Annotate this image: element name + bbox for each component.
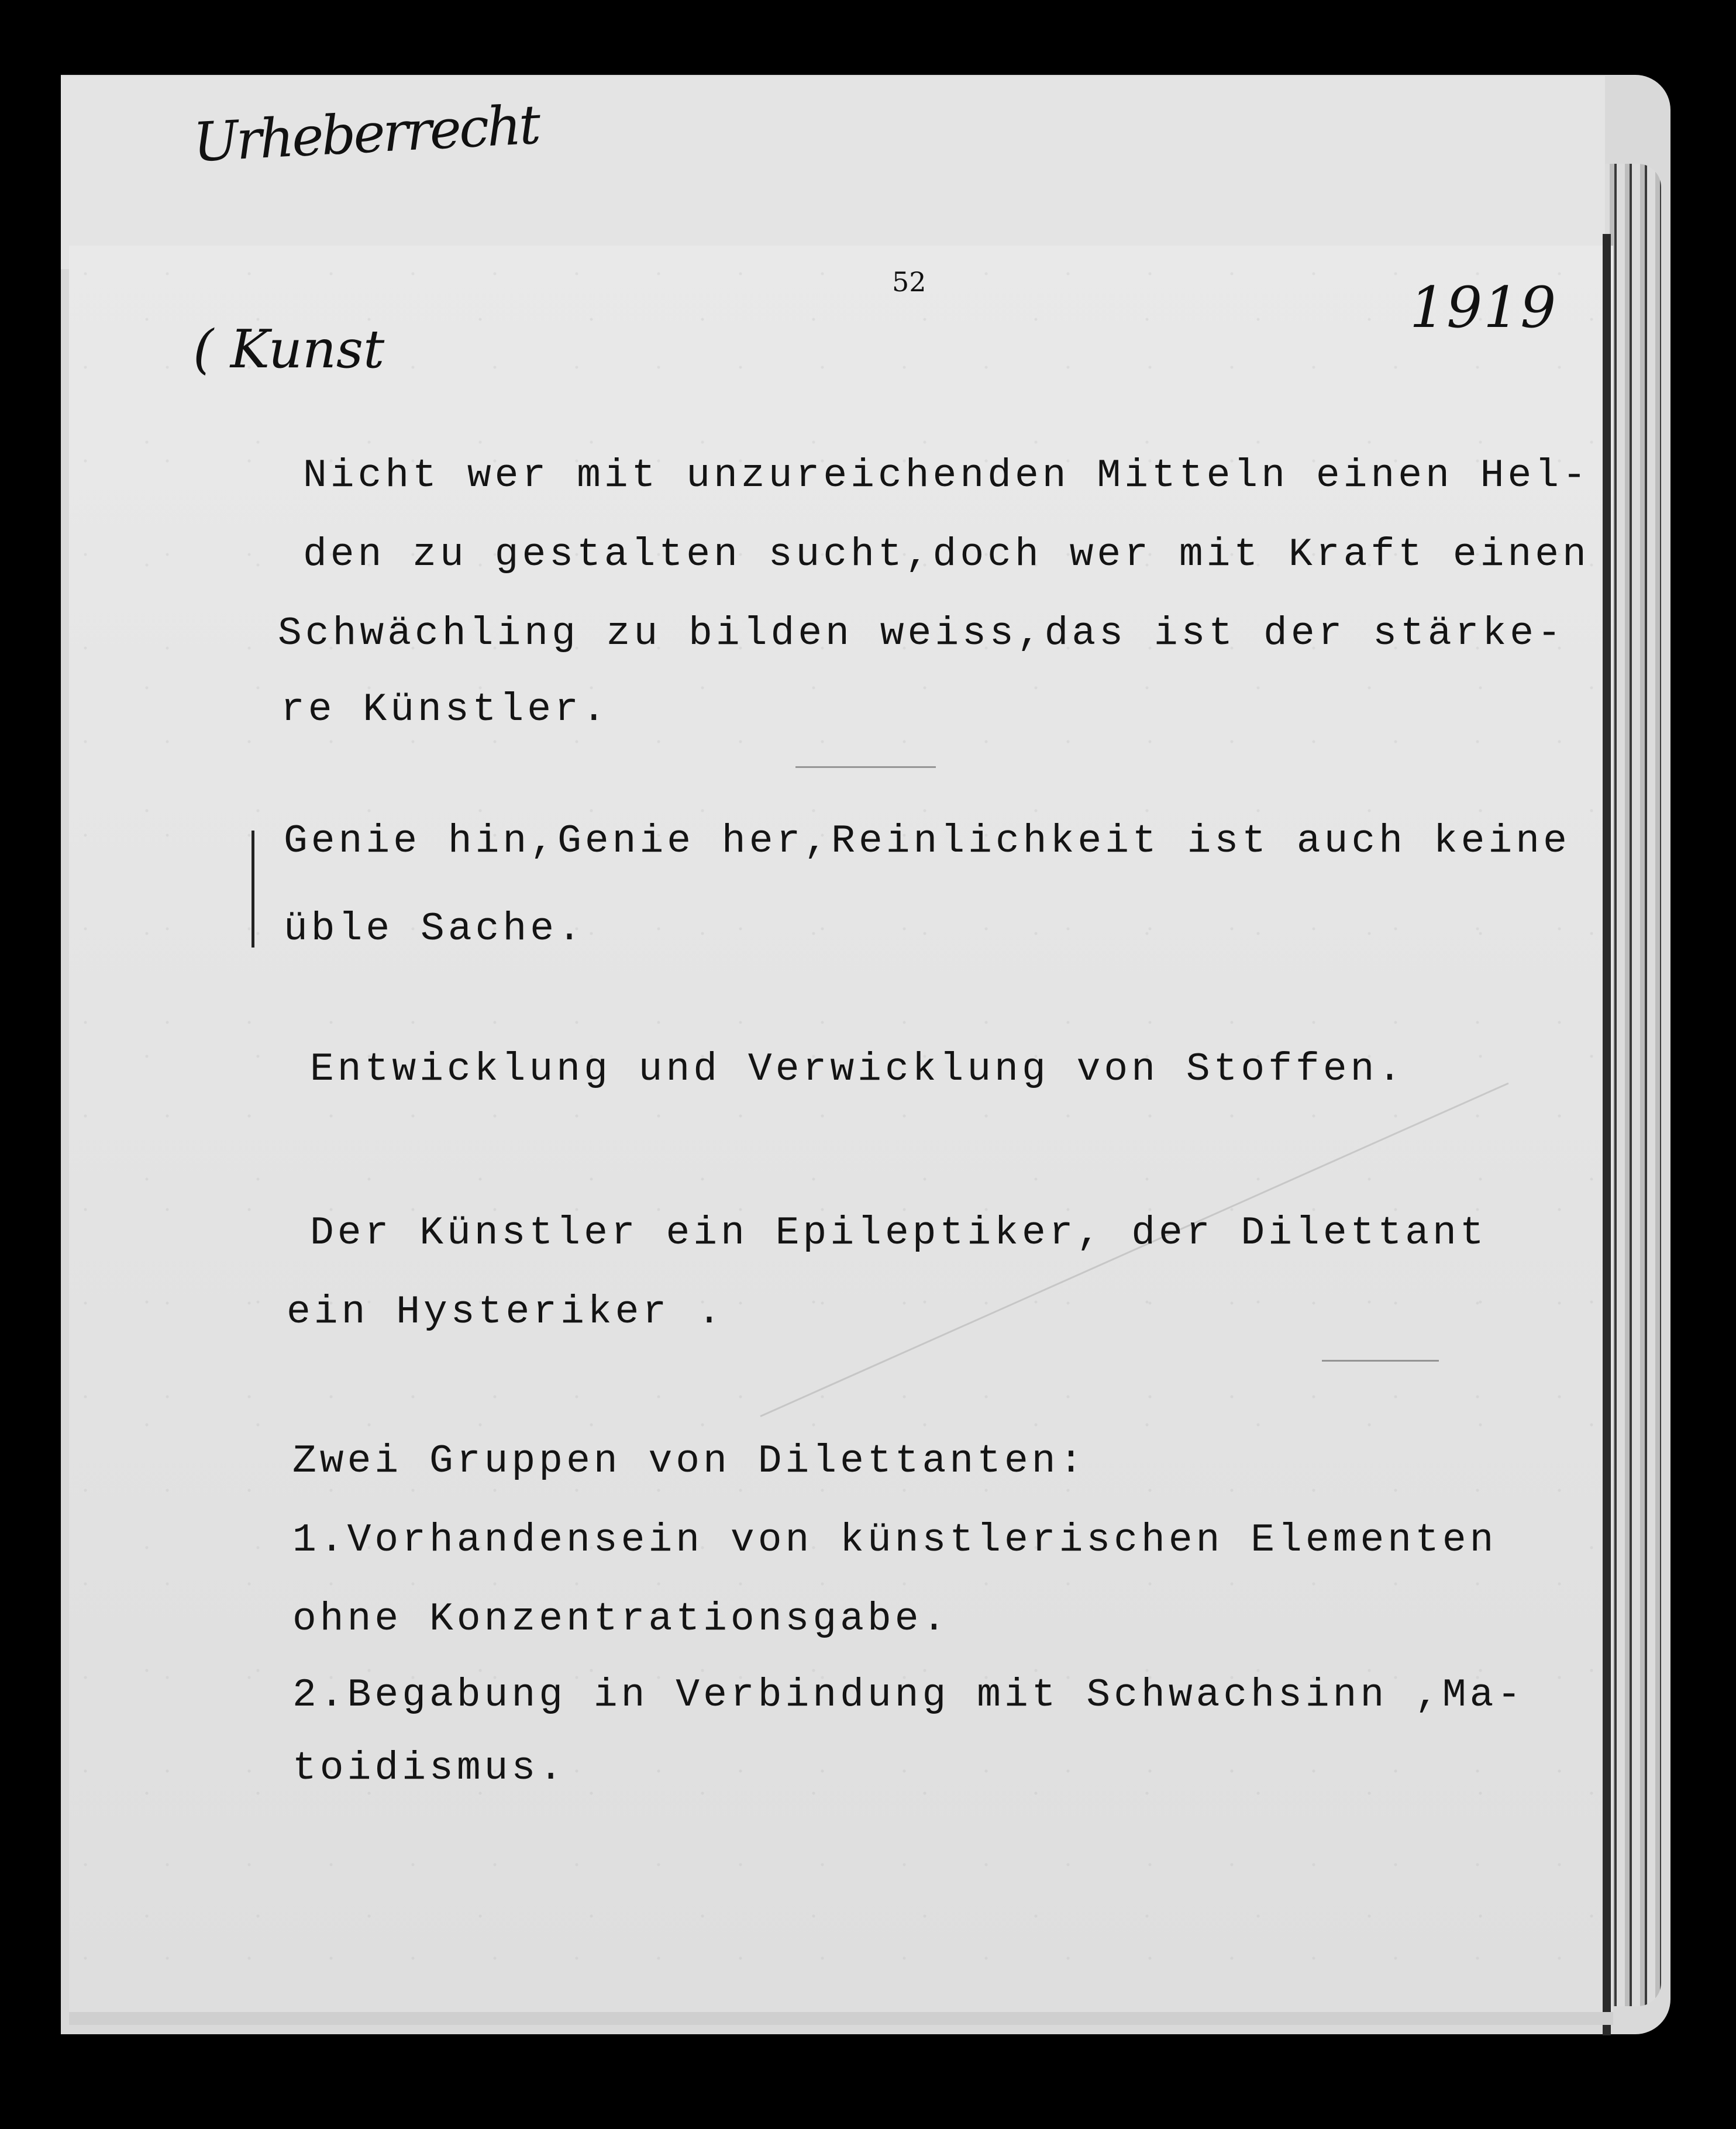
paragraph5-line3: ohne Konzentrationsgabe. [292, 1597, 950, 1642]
scratch-mark [1322, 1360, 1439, 1362]
paragraph1-line1: Nicht wer mit unzureichenden Mitteln einen Hel- [303, 453, 1590, 498]
paragraph1-line2: den zu gestalten sucht,doch wer mit Kraft einen [303, 532, 1590, 577]
paragraph5-line4: 2.Begabung in Verbindung mit Schwachsinn ,Ma- [292, 1673, 1525, 1718]
paragraph2-line1: Genie hin,Genie her,Reinlichkeit ist auch keine [284, 819, 1570, 864]
paragraph5-line2: 1.Vorhandensein von künstlerischen Elementen [292, 1518, 1497, 1563]
handwritten-page-number: 52 [892, 266, 926, 298]
paragraph4-line2: ein Hysteriker . [287, 1290, 725, 1335]
upper-sheet-strip [61, 76, 1605, 269]
paragraph5-line5: toidismus. [292, 1746, 567, 1791]
scratch-mark [795, 766, 936, 768]
handwritten-left-note: ( Kunst [193, 319, 385, 380]
paragraph1-line4: re Künstler. [281, 687, 609, 732]
page-right-edge [1603, 234, 1611, 2035]
paragraph3-line1: Entwicklung und Verwicklung von Stoffen. [310, 1047, 1406, 1092]
page-bottom-edge [69, 2012, 1613, 2025]
paragraph4-line1: Der Künstler ein Epileptiker, der Dilettant [310, 1211, 1487, 1256]
margin-bar [252, 831, 254, 948]
paragraph2-line2: üble Sache. [284, 907, 585, 952]
paragraph5-line1: Zwei Gruppen von Dilettanten: [292, 1439, 1087, 1484]
handwritten-top-left-note: Urheberrecht [191, 93, 540, 174]
handwritten-year: 1919 [1410, 275, 1558, 340]
paragraph1-line3: Schwächling zu bilden weiss,das ist der stärke- [278, 611, 1565, 656]
